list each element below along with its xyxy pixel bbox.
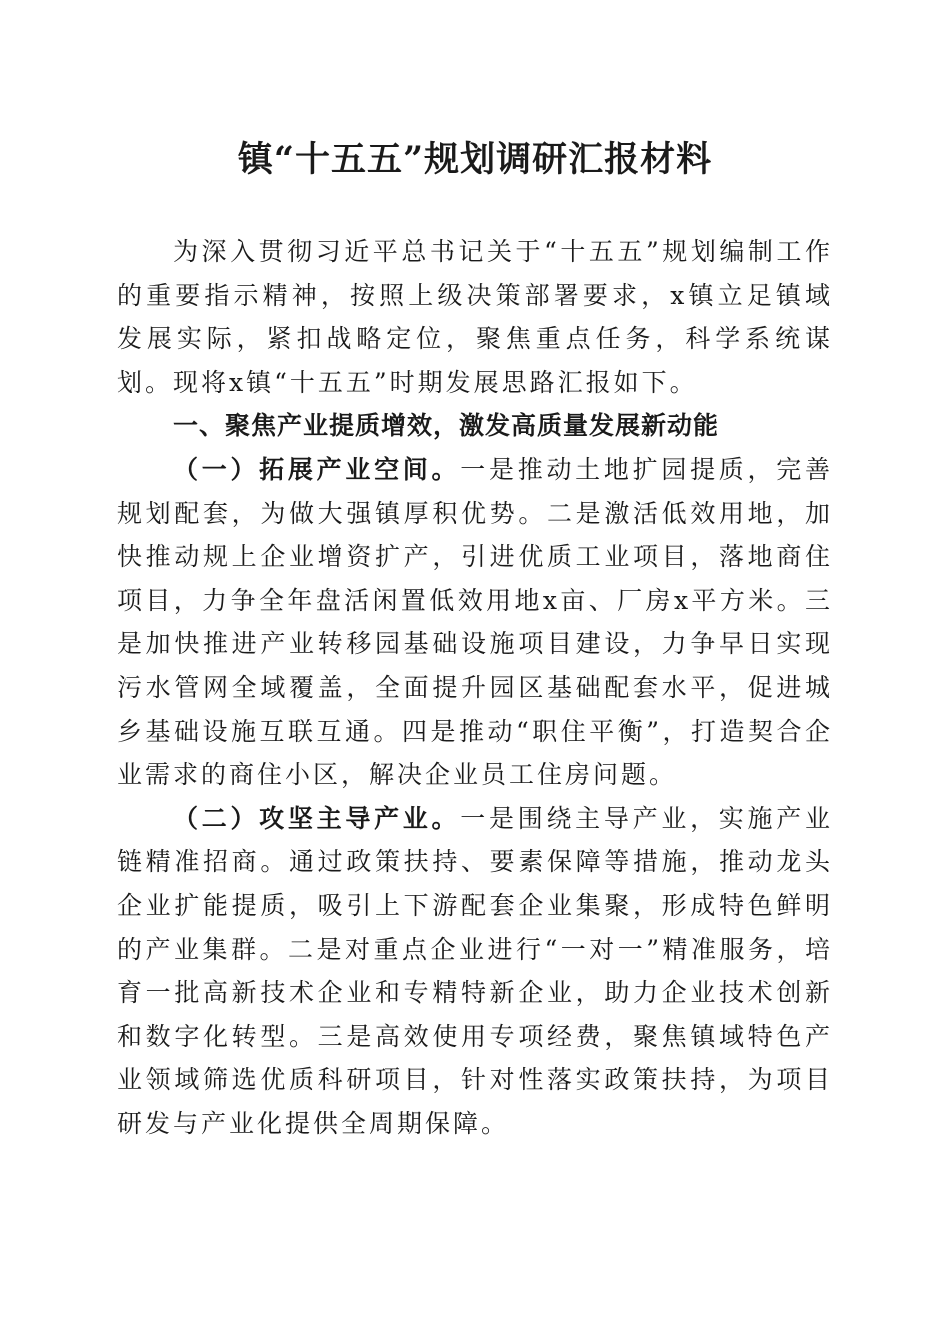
subsection-2-paragraph <box>117 797 833 1146</box>
document-title: 镇“十五五”规划调研汇报材料 <box>237 139 713 180</box>
intro-paragraph: 为深入贯彻习近平总书记关于“十五五”规划编制工作的重要指示精神，按照上级决策部署要求，x镇立足镇域发展实际，紧扣战略定位，聚焦重点任务，科学系统谋划。现将x镇“十五五”时期发展思路汇报如下。 <box>117 237 833 397</box>
subsection-2-body: 一是围绕主导产业，实施产业链精准招商。通过政策扶持、要素保障等措施，推动龙头企业扩能提质，吸引上下游配套企业集聚，形成特色鲜明的产业集群。二是对重点企业进行“一对一”精准服务，培育一批高新技术企业和专精特新企业，助力企业技术创新和数字化转型。三是高效使用专项经费，聚焦镇域特色产业领域筛选优质科研项目，针对性落实政策扶持，为项目研发与产业化提供全周期保障。 <box>117 803 833 1138</box>
subsection-1-body: 一是推动土地扩园提质，完善规划配套，为做大强镇厚积优势。二是激活低效用地，加快推动规上企业增资扩产，引进优质工业项目，落地商住项目，力争全年盘活闲置低效用地x亩、厂房x平方米。三是加快推进产业转移园基础设施项目建设，力争早日实现污水管网全域覆盖，全面提升园区基础配套水平，促进城乡基础设施互联互通。四是推动“职住平衡”，打造契合企业需求的商住小区，解决企业员工住房问题。 <box>117 454 833 790</box>
subsection-1-paragraph <box>117 448 833 797</box>
document-page <box>117 130 833 1145</box>
subsection-2-lead: （二）攻坚主导产业。 <box>173 803 461 833</box>
subsection-1-lead: （一）拓展产业空间。 <box>173 454 461 484</box>
section-1-heading: 一、聚焦产业提质增效，激发高质量发展新动能 <box>173 411 720 441</box>
